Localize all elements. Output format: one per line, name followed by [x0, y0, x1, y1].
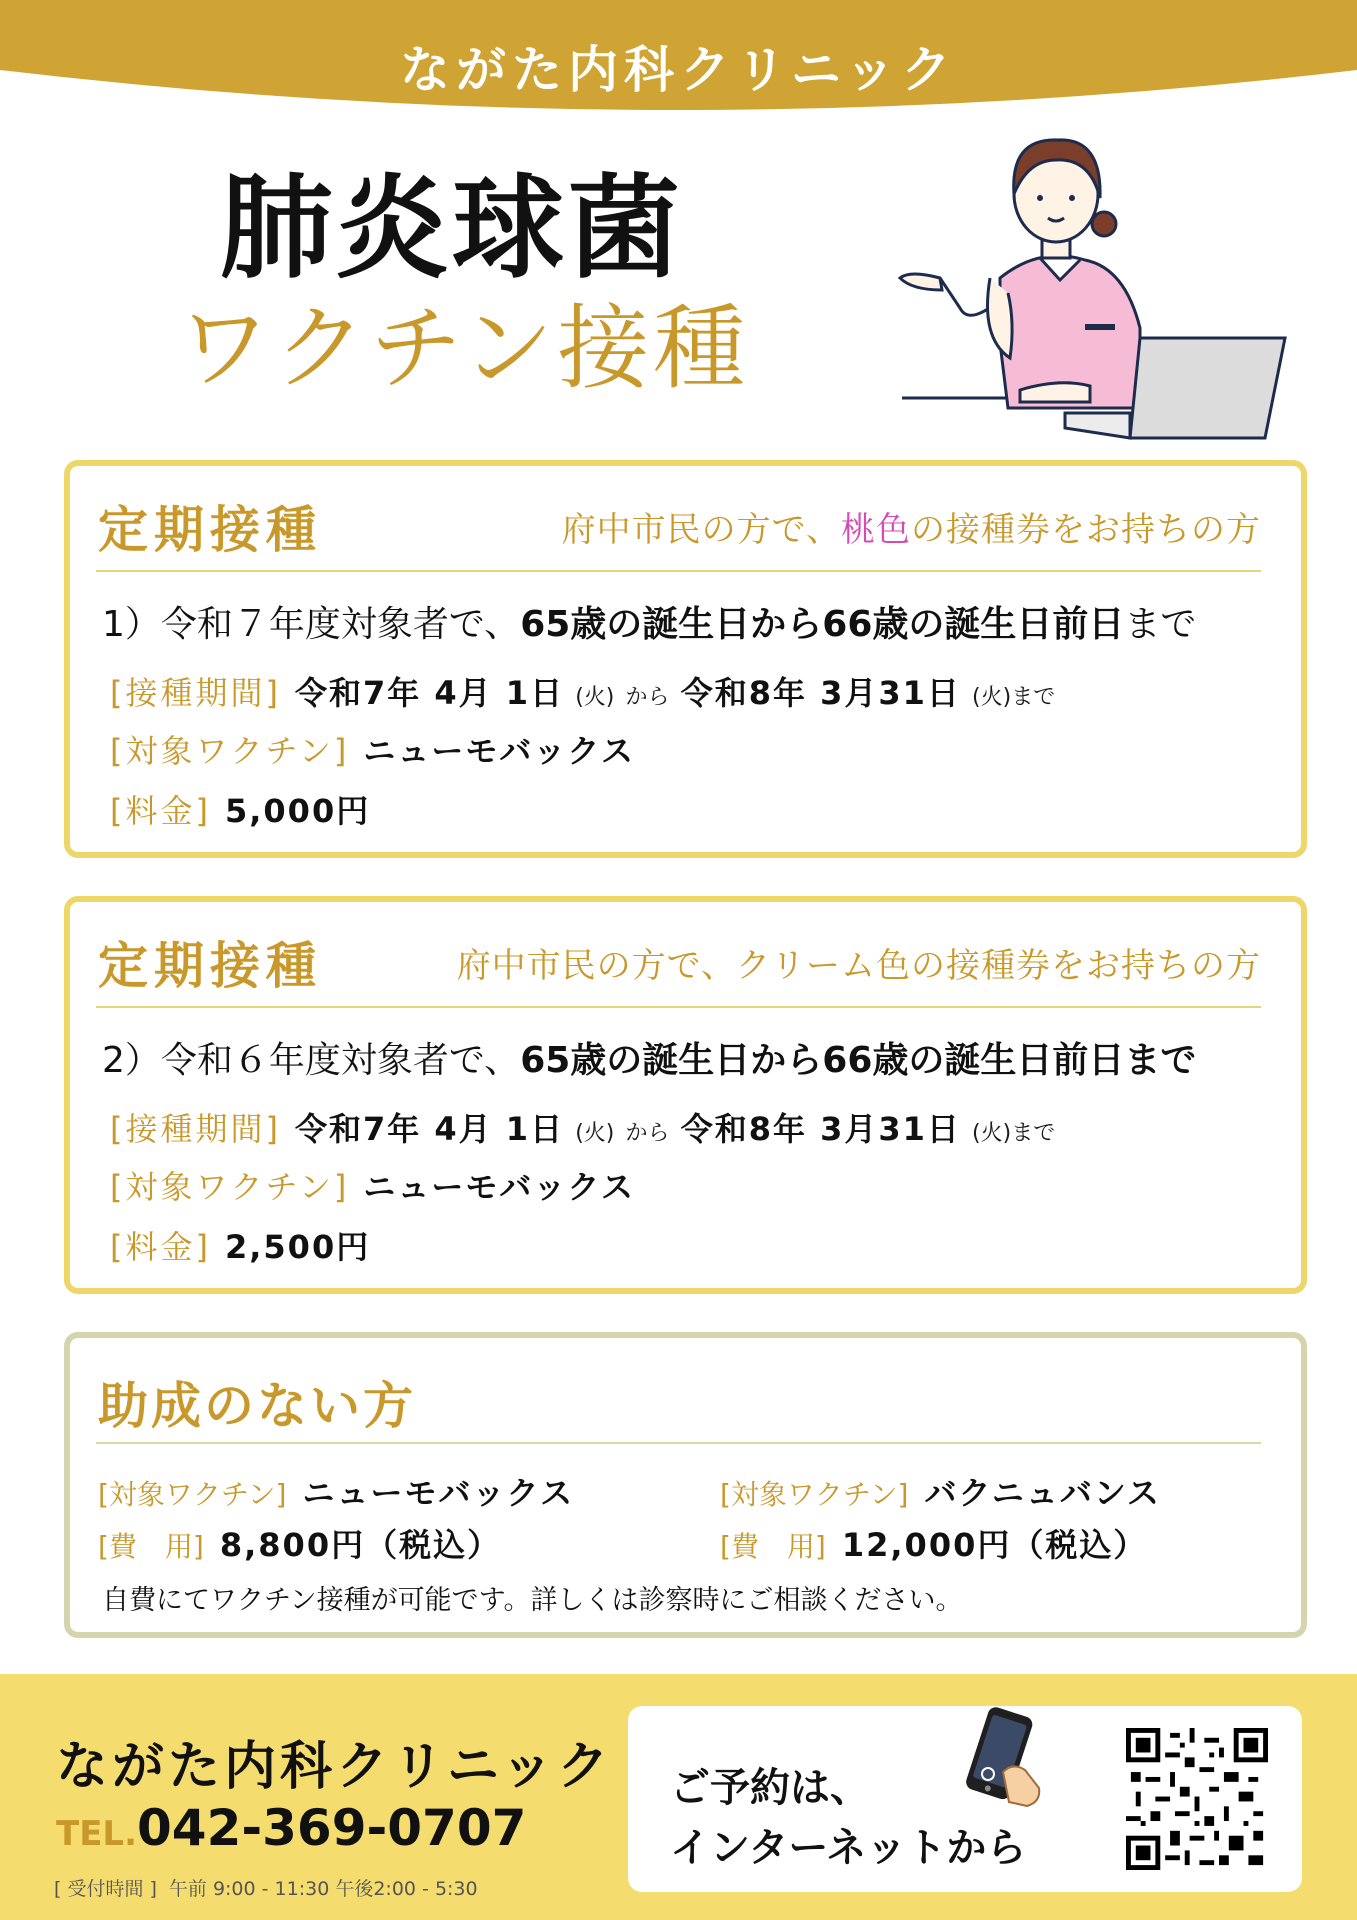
ticket-color-pink: 桃色 [841, 510, 911, 550]
regular-vaccination-box-1 [64, 460, 1307, 858]
ticket-color-cream: クリーム色 [736, 946, 911, 986]
phone-number[interactable]: TEL.042-369-0707 [56, 1799, 527, 1857]
nurse-illustration [890, 128, 1290, 448]
qr-code[interactable] [1126, 1728, 1268, 1870]
box2-eligibility-note: 府中市民の方で、クリーム色の接種券をお持ちの方 [456, 946, 1261, 986]
no-subsidy-box [64, 1332, 1307, 1638]
top-banner [0, 0, 1357, 125]
box1-fee-row: [料金] 5,000円 [110, 792, 371, 830]
page-title: 肺炎球菌 [220, 164, 684, 294]
box3-title: 助成のない方 [98, 1377, 416, 1435]
box3-divider [96, 1442, 1261, 1444]
right-vaccine-row: [対象ワクチン] バクニュバンス [720, 1474, 1161, 1512]
left-fee-row: [費 用] 8,800円（税込） [98, 1526, 502, 1564]
period-label: [接種期間] [110, 674, 281, 712]
footer-clinic-name: ながた内科クリニック [56, 1737, 613, 1797]
fee-label: [料金] [110, 1228, 211, 1266]
banner-clinic-name: ながた内科クリニック [400, 41, 957, 99]
box1-vaccine-row: [対象ワクチン] ニューモバックス [110, 732, 636, 770]
box1-title: 定期接種 [98, 501, 322, 559]
box1-divider [96, 570, 1261, 572]
online-reservation-card[interactable] [628, 1706, 1302, 1892]
box2-condition: 2）令和６年度対象者で、65歳の誕生日から66歳の誕生日前日まで [102, 1040, 1197, 1081]
box2-period-row: [接種期間] 令和7年 4月 1日 (火) から 令和8年 3月31日 (火)まで [110, 1110, 1056, 1148]
self-pay-description: 自費にてワクチン接種が可能です。詳しくは診察時にご相談ください。 [102, 1585, 963, 1616]
box2-vaccine-row: [対象ワクチン] ニューモバックス [110, 1168, 636, 1206]
footer [0, 1674, 1357, 1920]
reception-hours: [ 受付時間 ] 午前 9:00 - 11:30 午後2:00 - 5:30 [54, 1878, 478, 1900]
smartphone-icon [943, 1702, 1053, 1812]
box2-title: 定期接種 [98, 937, 322, 995]
box2-fee-row: [料金] 2,500円 [110, 1228, 371, 1266]
vaccine-label: [対象ワクチン] [110, 732, 350, 770]
fee-label: [料金] [110, 792, 211, 830]
box1-eligibility-note: 府中市民の方で、桃色の接種券をお持ちの方 [561, 510, 1261, 550]
box2-divider [96, 1006, 1261, 1008]
period-label: [接種期間] [110, 1110, 281, 1148]
box1-period-row: [接種期間] 令和7年 4月 1日 (火) から 令和8年 3月31日 (火)まで [110, 674, 1056, 712]
right-fee-row: [費 用] 12,000円（税込） [720, 1526, 1148, 1564]
left-vaccine-row: [対象ワクチン] ニューモバックス [98, 1474, 575, 1512]
page-subtitle: ワクチン接種 [178, 295, 750, 402]
reservation-text: ご予約は、 インターネットから [670, 1765, 1027, 1871]
regular-vaccination-box-2 [64, 896, 1307, 1294]
box1-condition: 1）令和７年度対象者で、65歳の誕生日から66歳の誕生日前日まで [102, 604, 1197, 645]
vaccine-label: [対象ワクチン] [110, 1168, 350, 1206]
